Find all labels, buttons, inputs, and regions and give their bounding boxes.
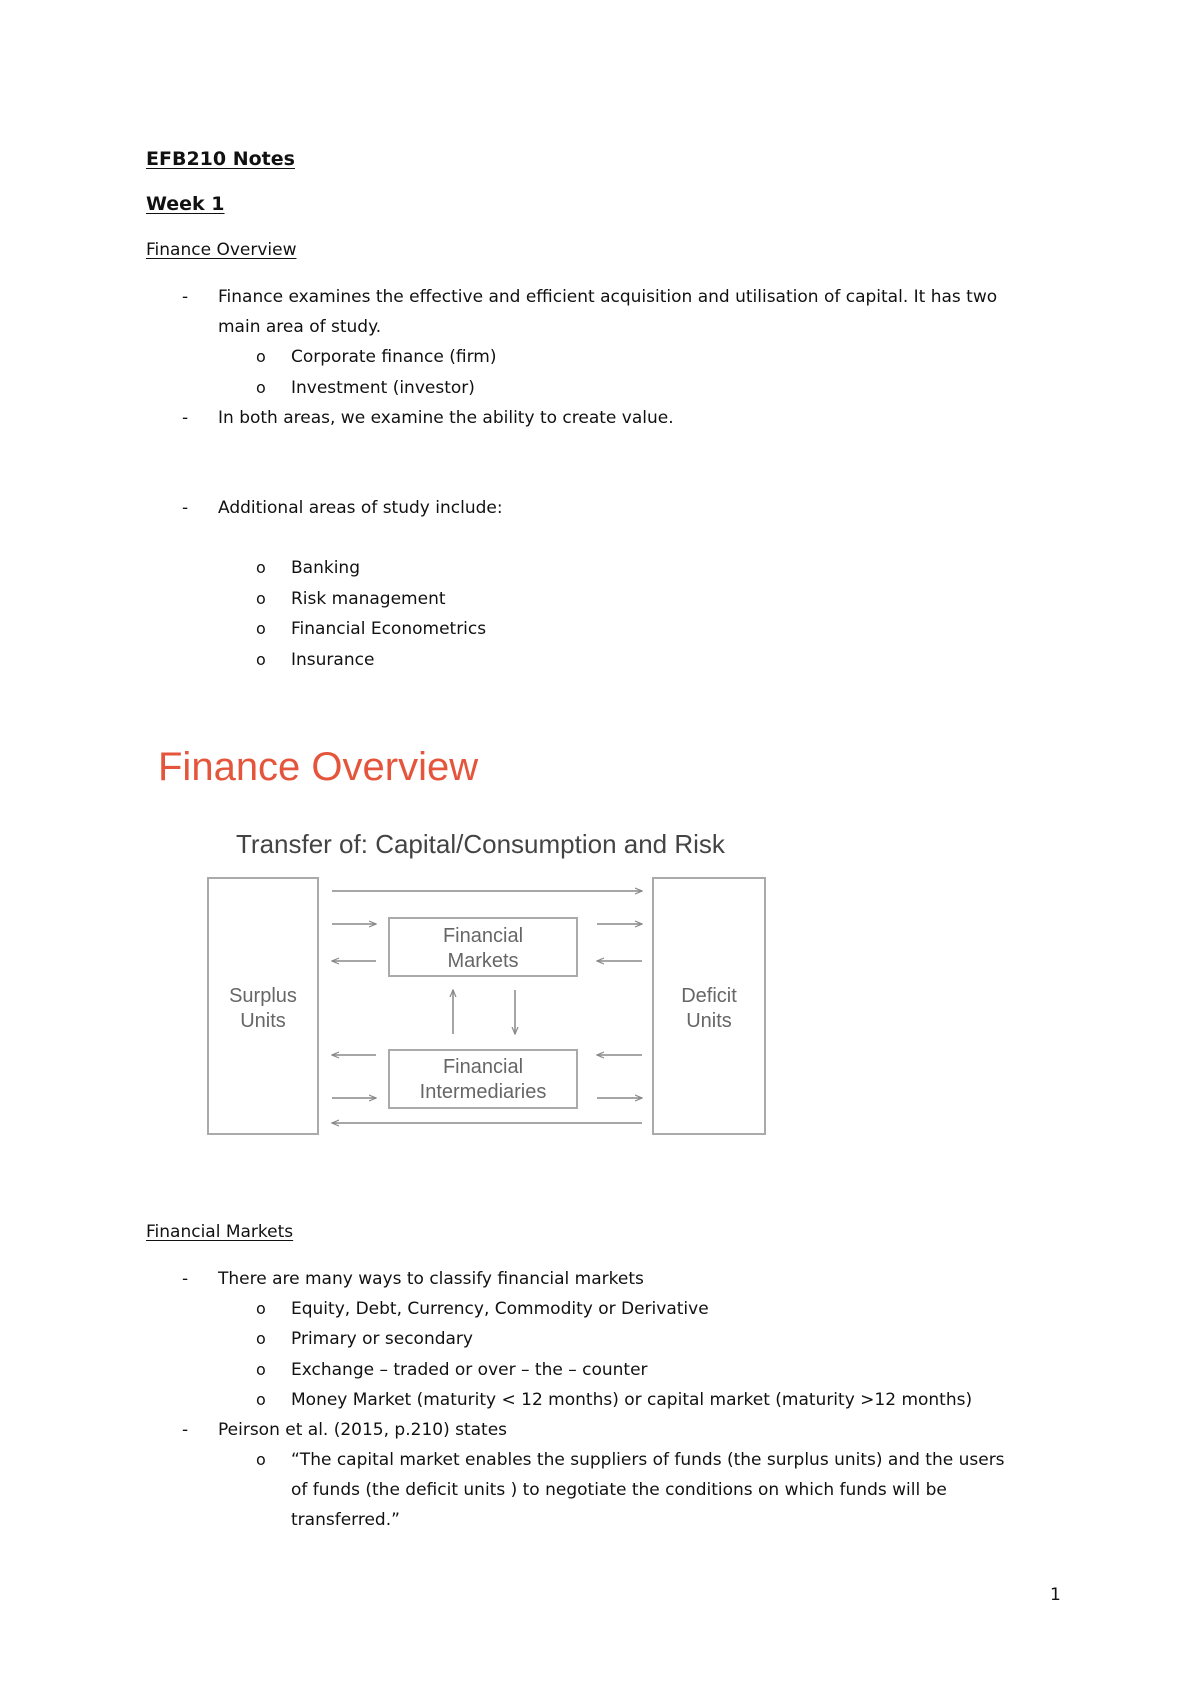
surplus-label: Surplus — [229, 985, 297, 1007]
markets-label: Markets — [447, 950, 519, 972]
list-item: Peirson et al. (2015, p.210) states — [218, 1420, 508, 1440]
surplus-label: Units — [240, 1010, 286, 1032]
list-item: Finance examines the effective and efficient acquisition and utilisation of capital. It has two — [218, 287, 998, 307]
list-bullet: o — [256, 347, 266, 366]
list-dash: - — [182, 408, 189, 428]
deficit-label: Deficit — [681, 985, 737, 1007]
list-item: Money Market (maturity < 12 months) or capital market (maturity >12 months) — [291, 1390, 973, 1410]
quote-line: “The capital market enables the suppliers of funds (the surplus units) and the users — [291, 1450, 1005, 1470]
section-heading-financial-markets: Financial Markets — [146, 1222, 294, 1242]
list-item: In both areas, we examine the ability to create value. — [218, 408, 674, 428]
deficit-label: Units — [686, 1010, 732, 1032]
list-item: Banking — [291, 558, 360, 578]
list-dash: - — [182, 1269, 189, 1289]
list-dash: - — [182, 287, 189, 307]
section-heading-finance-overview: Finance Overview — [146, 240, 297, 260]
quote-line: transferred.” — [291, 1510, 400, 1530]
diagram-title: Finance Overview — [158, 745, 479, 789]
week-heading: Week 1 — [146, 193, 225, 215]
list-bullet: o — [256, 1299, 266, 1318]
list-bullet: o — [256, 378, 266, 397]
list-item: Equity, Debt, Currency, Commodity or Derivative — [291, 1299, 709, 1319]
list-bullet: o — [256, 1360, 266, 1379]
intermediaries-label: Intermediaries — [419, 1081, 547, 1103]
page-number: 1 — [1050, 1585, 1061, 1605]
list-bullet: o — [256, 1329, 266, 1348]
document-title: EFB210 Notes — [146, 148, 295, 170]
list-bullet: o — [256, 650, 266, 669]
list-item: Insurance — [291, 650, 375, 670]
quote-line: of funds (the deficit units ) to negotiate the conditions on which funds will be — [291, 1480, 947, 1500]
list-item: Additional areas of study include: — [218, 498, 503, 518]
list-bullet: o — [256, 1390, 266, 1409]
list-bullet: o — [256, 558, 266, 577]
list-bullet: o — [256, 619, 266, 638]
intermediaries-label: Financial — [442, 1056, 524, 1078]
list-bullet: o — [256, 1450, 266, 1469]
list-item: Risk management — [291, 589, 446, 609]
list-item: Financial Econometrics — [291, 619, 487, 639]
list-dash: - — [182, 1420, 189, 1440]
list-item: Primary or secondary — [291, 1329, 473, 1349]
list-item: main area of study. — [218, 317, 382, 337]
list-item: There are many ways to classify financial markets — [218, 1269, 644, 1289]
list-item: Exchange – traded or over – the – counter — [291, 1360, 648, 1380]
list-item: Corporate finance (firm) — [291, 347, 497, 367]
finance-overview-diagram — [200, 868, 780, 1148]
markets-label: Financial — [442, 925, 524, 947]
list-bullet: o — [256, 589, 266, 608]
diagram-subtitle: Transfer of: Capital/Consumption and Risk — [236, 829, 725, 859]
list-dash: - — [182, 498, 189, 518]
list-item: Investment (investor) — [291, 378, 475, 398]
